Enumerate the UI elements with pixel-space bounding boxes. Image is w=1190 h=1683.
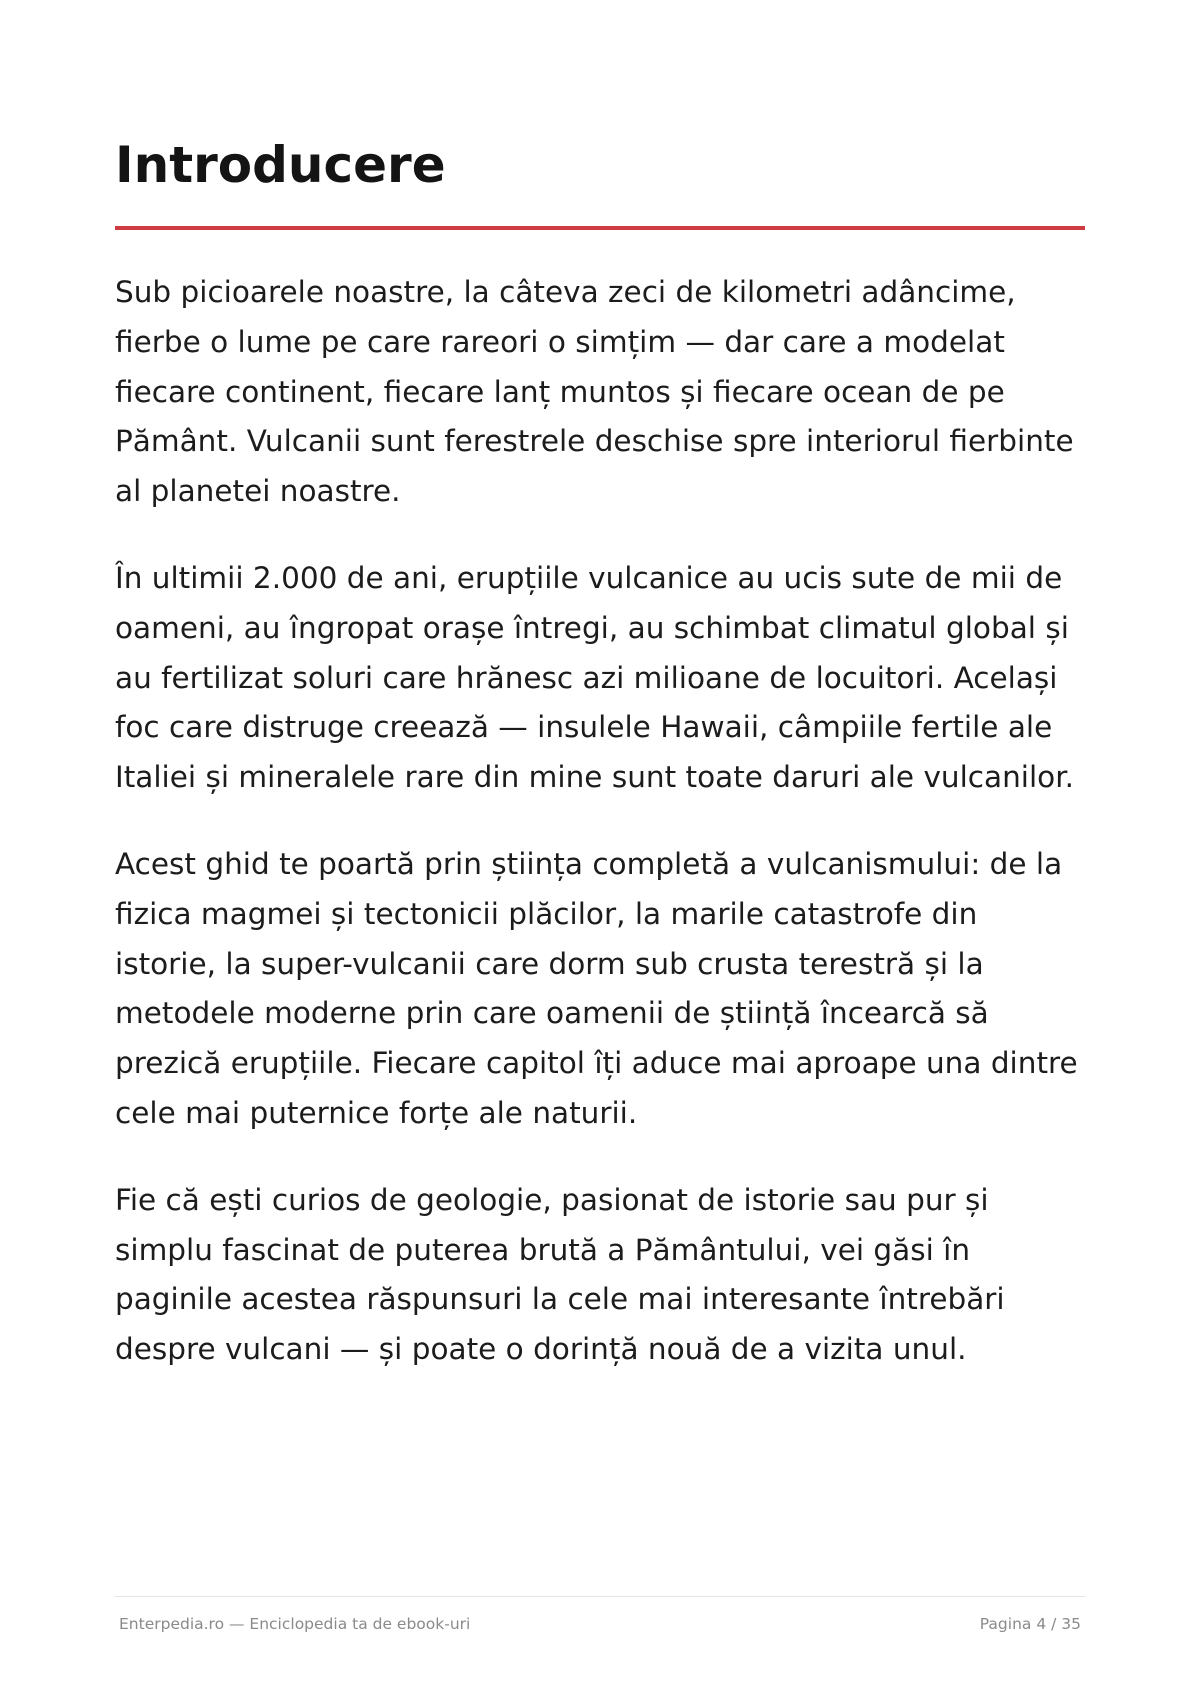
footer-divider bbox=[115, 1596, 1085, 1597]
paragraph: Fie că ești curios de geologie, pasionat de istorie sau pur și simplu fascinat de puterea brută a Pământului, vei găsi în paginile acestea răspunsuri la cele mai interesante întrebări despre vulcani — și poate o dorință nouă de a vizita unul. bbox=[115, 1182, 1005, 1367]
page-title: Introducere bbox=[115, 136, 446, 194]
footer-site-name: Enterpedia.ro — Enciclopedia ta de ebook-uri bbox=[119, 1615, 471, 1633]
paragraph: Sub picioarele noastre, la câteva zeci de kilometri adâncime, fierbe o lume pe care rareori o simțim — dar care a modelat fiecare continent, fiecare lanț muntos și fiecare ocean de pe Pământ. Vulcanii sunt ferestrele deschise spre interiorul fierbinte al planetei noastre. bbox=[115, 275, 1074, 509]
footer-page-number: Pagina 4 / 35 bbox=[979, 1615, 1081, 1633]
paragraph: În ultimii 2.000 de ani, erupțiile vulcanice au ucis sute de mii de oameni, au îngropat orașe întregi, au schimbat climatul global și au fertilizat soluri care hrănesc azi milioane de locuitori. Același foc care distruge creează — insulele Hawaii, câmpiile fertile ale Italiei și mineralele rare din mine sunt toate daruri ale vulcanilor. bbox=[115, 560, 1075, 795]
title-underline bbox=[115, 226, 1085, 230]
paragraph: Acest ghid te poartă prin știința completă a vulcanismului: de la fizica magmei și tectonicii plăcilor, la marile catastrofe din istorie, la super-vulcanii care dorm sub crusta terestră și la metodele moderne prin care oamenii de știință încearcă să prezică erupțiile. Fiecare capitol îți aduce mai aproape una dintre cele mai puternice forțe ale naturii. bbox=[115, 846, 1078, 1130]
body-text bbox=[115, 268, 1085, 1412]
document-page bbox=[115, 0, 1085, 1683]
